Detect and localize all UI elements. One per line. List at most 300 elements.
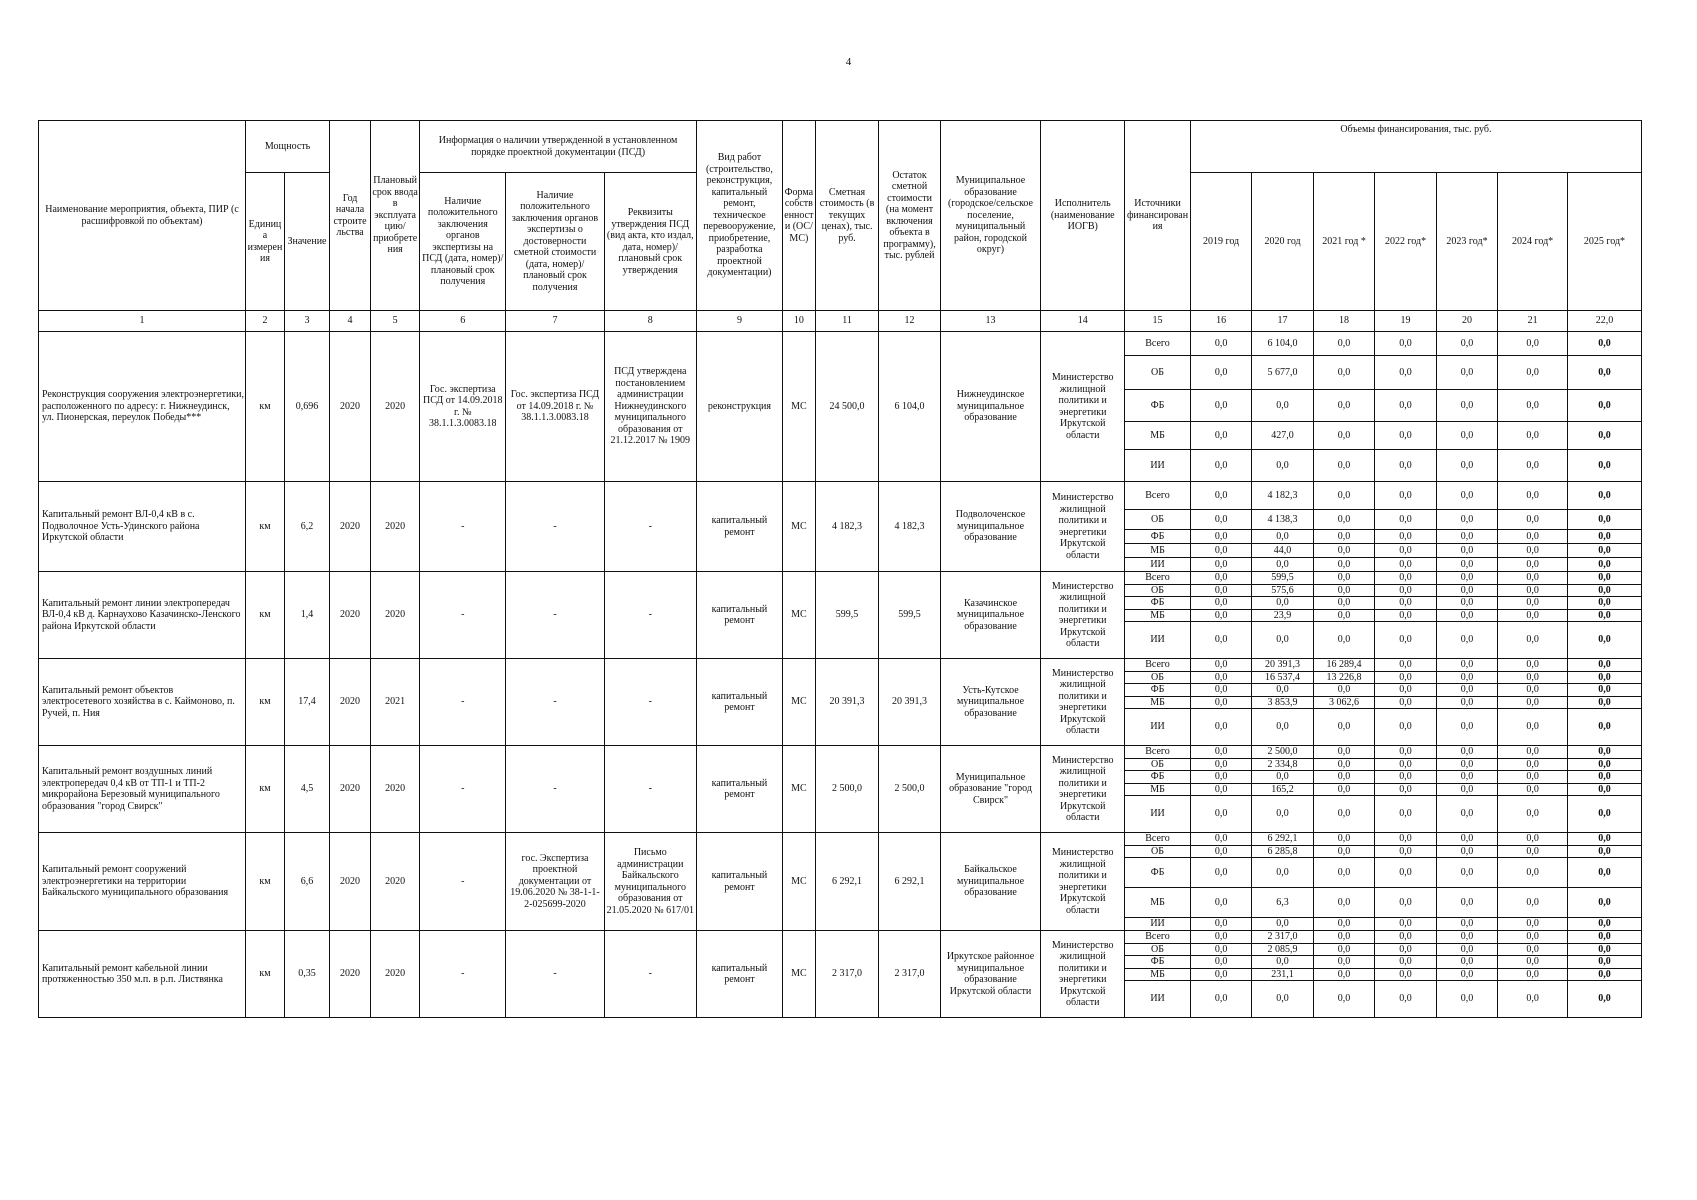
estimated-cost: 24 500,0 (815, 332, 879, 482)
funding-value: 0,0 (1252, 918, 1313, 931)
funding-value: 0,0 (1436, 584, 1497, 597)
funding-value: 0,0 (1375, 981, 1436, 1018)
funding-value: 0,0 (1375, 609, 1436, 622)
col-number: 16 (1190, 311, 1251, 332)
remaining-cost: 2 317,0 (879, 931, 940, 1018)
work-type: капитальный ремонт (696, 482, 782, 572)
funding-value: 0,0 (1190, 482, 1251, 510)
funding-value: 0,0 (1190, 746, 1251, 759)
funding-value: 0,0 (1567, 422, 1641, 450)
power-value: 1,4 (284, 572, 329, 659)
funding-value: 0,0 (1436, 845, 1497, 858)
power-unit: км (246, 746, 285, 833)
funding-value: 0,0 (1567, 696, 1641, 709)
funding-value: 0,0 (1436, 622, 1497, 659)
funding-source: ФБ (1125, 858, 1191, 888)
work-type: реконструкция (696, 332, 782, 482)
funding-value: 0,0 (1498, 609, 1568, 622)
funding-value: 0,0 (1190, 888, 1251, 918)
funding-value: 0,0 (1498, 888, 1568, 918)
col-number: 12 (879, 311, 940, 332)
row-name: Капитальный ремонт кабельной линии протяженностью 350 м.п. в р.п. Листвянка (39, 931, 246, 1018)
funding-value: 0,0 (1567, 783, 1641, 796)
funding-value: 0,0 (1498, 684, 1568, 697)
psd-cost-expert: - (506, 931, 604, 1018)
funding-value: 44,0 (1252, 544, 1313, 558)
funding-value: 0,0 (1313, 510, 1374, 530)
executor: Министерство жилищной политики и энергетики Иркутской области (1041, 572, 1125, 659)
psd-cost-header: Наличие положительного заключения органов экспертизы о достоверности сметной стоимости (дата, номер)/плановый срок получения (506, 173, 604, 311)
funding-value: 0,0 (1313, 796, 1374, 833)
year-header: 2021 год * (1313, 173, 1374, 311)
power-value: 6,6 (284, 833, 329, 931)
funding-value: 0,0 (1498, 833, 1568, 846)
psd-requisites: - (604, 482, 696, 572)
funding-value: 0,0 (1436, 758, 1497, 771)
funding-value: 0,0 (1190, 572, 1251, 585)
year-header: 2025 год* (1567, 173, 1641, 311)
funding-value: 0,0 (1498, 918, 1568, 931)
funding-value: 0,0 (1252, 390, 1313, 422)
funding-source: Всего (1125, 833, 1191, 846)
funding-value: 0,0 (1436, 796, 1497, 833)
funding-value: 0,0 (1375, 584, 1436, 597)
funding-value: 0,0 (1375, 510, 1436, 530)
funding-value: 0,0 (1498, 572, 1568, 585)
funding-source: ФБ (1125, 390, 1191, 422)
funding-value: 0,0 (1375, 671, 1436, 684)
funding-value: 0,0 (1313, 968, 1374, 981)
funding-source: ОБ (1125, 758, 1191, 771)
funding-value: 0,0 (1498, 968, 1568, 981)
power-value: 4,5 (284, 746, 329, 833)
ownership: МС (782, 659, 815, 746)
funding-value: 0,0 (1567, 356, 1641, 390)
funding-value: 0,0 (1252, 450, 1313, 482)
funding-value: 0,0 (1375, 845, 1436, 858)
funding-value: 0,0 (1567, 968, 1641, 981)
funding-source: ОБ (1125, 356, 1191, 390)
funding-value: 0,0 (1498, 584, 1568, 597)
psd-cost-expert: - (506, 746, 604, 833)
funding-value: 0,0 (1375, 796, 1436, 833)
funding-source: ФБ (1125, 597, 1191, 610)
funding-source: Всего (1125, 746, 1191, 759)
funding-source: ИИ (1125, 558, 1191, 572)
funding-value: 0,0 (1498, 422, 1568, 450)
funding-value: 0,0 (1190, 796, 1251, 833)
col-number: 10 (782, 311, 815, 332)
year-header: 2020 год (1252, 173, 1313, 311)
funding-value: 0,0 (1313, 544, 1374, 558)
funding-value: 0,0 (1567, 390, 1641, 422)
municipality: Усть-Кутское муниципальное образование (940, 659, 1040, 746)
funding-source: ИИ (1125, 918, 1191, 931)
funding-value: 0,0 (1498, 758, 1568, 771)
funding-value: 0,0 (1375, 332, 1436, 356)
funding-value: 0,0 (1436, 771, 1497, 784)
funding-value: 0,0 (1190, 684, 1251, 697)
funding-source: ФБ (1125, 684, 1191, 697)
funding-value: 0,0 (1190, 931, 1251, 944)
funding-value: 2 334,8 (1252, 758, 1313, 771)
funding-value: 0,0 (1313, 709, 1374, 746)
funding-value: 0,0 (1436, 833, 1497, 846)
psd-group-header: Информация о наличии утвержденной в установленном порядке проектной документации (ПСД) (420, 121, 697, 173)
power-value: 17,4 (284, 659, 329, 746)
funding-value: 0,0 (1436, 510, 1497, 530)
funding-value: 0,0 (1375, 858, 1436, 888)
funding-value: 0,0 (1498, 622, 1568, 659)
funding-value: 0,0 (1313, 450, 1374, 482)
funding-value: 0,0 (1436, 530, 1497, 544)
table-row (39, 332, 1642, 356)
ownership: МС (782, 482, 815, 572)
funding-value: 0,0 (1190, 709, 1251, 746)
funding-value: 0,0 (1436, 918, 1497, 931)
remaining-cost: 599,5 (879, 572, 940, 659)
col-number: 15 (1125, 311, 1191, 332)
municipality: Иркутское районное муниципальное образование Иркутской области (940, 931, 1040, 1018)
funding-value: 0,0 (1375, 572, 1436, 585)
funding-value: 0,0 (1375, 771, 1436, 784)
psd-requisites: - (604, 659, 696, 746)
psd-requisites: - (604, 746, 696, 833)
funding-value: 0,0 (1498, 530, 1568, 544)
funding-value: 2 085,9 (1252, 943, 1313, 956)
funding-value: 0,0 (1313, 758, 1374, 771)
funding-value: 0,0 (1375, 758, 1436, 771)
funding-value: 0,0 (1567, 510, 1641, 530)
funding-value: 599,5 (1252, 572, 1313, 585)
funding-value: 0,0 (1190, 584, 1251, 597)
funding-value: 0,0 (1313, 931, 1374, 944)
plan-date-header: Плановый срок ввода в эксплуатацию/приобретения (371, 121, 420, 311)
power-unit: км (246, 931, 285, 1018)
funding-value: 0,0 (1190, 544, 1251, 558)
row-name: Капитальный ремонт объектов электросетевого хозяйства в с. Каймоново, п. Ручей, п. Ния (39, 659, 246, 746)
funding-value: 0,0 (1252, 796, 1313, 833)
funding-value: 0,0 (1567, 943, 1641, 956)
funding-value: 0,0 (1313, 833, 1374, 846)
funding-value: 0,0 (1190, 332, 1251, 356)
funding-value: 0,0 (1375, 622, 1436, 659)
funding-source: МБ (1125, 609, 1191, 622)
funding-value: 0,0 (1498, 943, 1568, 956)
table-row (39, 746, 1642, 759)
table-row (39, 833, 1642, 846)
psd-expert: - (420, 746, 506, 833)
funding-value: 0,0 (1498, 783, 1568, 796)
remaining-cost: 2 500,0 (879, 746, 940, 833)
funding-value: 0,0 (1252, 622, 1313, 659)
funding-value: 0,0 (1375, 888, 1436, 918)
col-number: 1 (39, 311, 246, 332)
funding-source: Всего (1125, 482, 1191, 510)
funding-value: 0,0 (1190, 609, 1251, 622)
remaining-cost: 4 182,3 (879, 482, 940, 572)
power-unit: км (246, 833, 285, 931)
row-name: Капитальный ремонт линии электропередач ВЛ-0,4 кВ д. Карнаухово Казачинско-Ленского района Иркутской области (39, 572, 246, 659)
psd-expert-header: Наличие положительного заключения органов экспертизы на ПСД (дата, номер)/плановый срок получения (420, 173, 506, 311)
funding-value: 0,0 (1190, 833, 1251, 846)
funding-value: 0,0 (1190, 422, 1251, 450)
funding-value: 0,0 (1375, 356, 1436, 390)
ownership: МС (782, 572, 815, 659)
funding-source: ОБ (1125, 943, 1191, 956)
col-number: 8 (604, 311, 696, 332)
funding-source: Всего (1125, 931, 1191, 944)
funding-value: 0,0 (1190, 597, 1251, 610)
executor: Министерство жилищной политики и энергетики Иркутской области (1041, 931, 1125, 1018)
funding-value: 0,0 (1252, 558, 1313, 572)
psd-expert: - (420, 659, 506, 746)
funding-value: 0,0 (1436, 422, 1497, 450)
municipality: Казачинское муниципальное образование (940, 572, 1040, 659)
funding-value: 0,0 (1313, 981, 1374, 1018)
funding-source: ФБ (1125, 530, 1191, 544)
col-number: 11 (815, 311, 879, 332)
funding-value: 2 500,0 (1252, 746, 1313, 759)
funding-value: 0,0 (1567, 332, 1641, 356)
remaining-cost: 6 292,1 (879, 833, 940, 931)
year-header: 2022 год* (1375, 173, 1436, 311)
funding-value: 0,0 (1498, 390, 1568, 422)
year-header: 2023 год* (1436, 173, 1497, 311)
column-numbers-row (39, 311, 1642, 332)
funding-value: 0,0 (1190, 622, 1251, 659)
funding-value: 0,0 (1436, 659, 1497, 672)
funding-source: ИИ (1125, 450, 1191, 482)
funding-source: МБ (1125, 783, 1191, 796)
start-year: 2020 (330, 572, 371, 659)
funding-value: 0,0 (1436, 356, 1497, 390)
psd-cost-expert: Гос. экспертиза ПСД от 14.09.2018 г. № 38.1.1.3.0083.18 (506, 332, 604, 482)
plan-date: 2020 (371, 572, 420, 659)
row-name: Реконструкция сооружения электроэнергетики, расположенного по адресу: г. Нижнеудинск, ул. Пионерская, переулок Победы*** (39, 332, 246, 482)
power-value-header: Значение (284, 173, 329, 311)
funding-value: 0,0 (1436, 746, 1497, 759)
funding-value: 0,0 (1436, 572, 1497, 585)
psd-requisites: ПСД утверждена постановлением администрации Нижнеудинского муниципального образования от 21.12.2017 № 1909 (604, 332, 696, 482)
work-type: капитальный ремонт (696, 746, 782, 833)
funding-value: 0,0 (1190, 356, 1251, 390)
funding-value: 0,0 (1436, 544, 1497, 558)
ownership: МС (782, 332, 815, 482)
funding-value: 0,0 (1567, 709, 1641, 746)
funding-value: 0,0 (1498, 796, 1568, 833)
funding-value: 0,0 (1567, 956, 1641, 969)
funding-value: 0,0 (1436, 888, 1497, 918)
table-row (39, 659, 1642, 672)
funding-value: 20 391,3 (1252, 659, 1313, 672)
estimated-cost: 599,5 (815, 572, 879, 659)
funding-source: Всего (1125, 332, 1191, 356)
work-type-header: Вид работ (строительство, реконструкция, капитальный ремонт, техническое перевооружение, приобретение, разработка проектной документации) (696, 121, 782, 311)
psd-expert: - (420, 833, 506, 931)
funding-value: 0,0 (1190, 858, 1251, 888)
funding-value: 0,0 (1190, 956, 1251, 969)
col-number: 18 (1313, 311, 1374, 332)
funding-value: 0,0 (1567, 671, 1641, 684)
funding-value: 0,0 (1436, 968, 1497, 981)
funding-value: 0,0 (1252, 684, 1313, 697)
funding-value: 0,0 (1313, 609, 1374, 622)
funding-value: 0,0 (1436, 931, 1497, 944)
power-unit: км (246, 332, 285, 482)
col-number: 4 (330, 311, 371, 332)
funding-value: 0,0 (1375, 530, 1436, 544)
funding-value: 0,0 (1498, 510, 1568, 530)
funding-value: 0,0 (1567, 833, 1641, 846)
funding-value: 0,0 (1375, 544, 1436, 558)
funding-value: 0,0 (1567, 918, 1641, 931)
funding-value: 0,0 (1190, 981, 1251, 1018)
funding-value: 0,0 (1567, 746, 1641, 759)
financing-table (38, 120, 1642, 1018)
estimated-cost: 20 391,3 (815, 659, 879, 746)
power-unit: км (246, 659, 285, 746)
funding-value: 0,0 (1567, 609, 1641, 622)
funding-value: 0,0 (1498, 659, 1568, 672)
funding-value: 0,0 (1190, 696, 1251, 709)
funding-value: 0,0 (1190, 845, 1251, 858)
funding-value: 0,0 (1313, 771, 1374, 784)
estimated-cost: 4 182,3 (815, 482, 879, 572)
start-year: 2020 (330, 833, 371, 931)
funding-value: 0,0 (1498, 450, 1568, 482)
year-header: 2024 год* (1498, 173, 1568, 311)
psd-req-header: Реквизиты утверждения ПСД (вид акта, кто издал, дата, номер)/плановый срок утверждения (604, 173, 696, 311)
funding-source: ИИ (1125, 709, 1191, 746)
funding-value: 2 317,0 (1252, 931, 1313, 944)
funding-source: ОБ (1125, 510, 1191, 530)
table-row (39, 931, 1642, 944)
funding-value: 0,0 (1313, 746, 1374, 759)
funding-source: МБ (1125, 968, 1191, 981)
funding-value: 0,0 (1436, 450, 1497, 482)
remaining-cost: 6 104,0 (879, 332, 940, 482)
funding-source: ФБ (1125, 956, 1191, 969)
funding-value: 0,0 (1567, 530, 1641, 544)
col-name-header: Наименование мероприятия, объекта, ПИР (с расшифровкой по объектам) (39, 121, 246, 311)
funding-value: 3 853,9 (1252, 696, 1313, 709)
funding-value: 0,0 (1436, 482, 1497, 510)
funding-value: 23,9 (1252, 609, 1313, 622)
col-number: 20 (1436, 311, 1497, 332)
funding-value: 165,2 (1252, 783, 1313, 796)
funding-value: 0,0 (1498, 356, 1568, 390)
funding-value: 0,0 (1498, 981, 1568, 1018)
funding-value: 0,0 (1567, 544, 1641, 558)
funding-value: 0,0 (1498, 671, 1568, 684)
funding-value: 0,0 (1498, 709, 1568, 746)
psd-requisites: Письмо администрации Байкальского муниципального образования от 21.05.2020 № 617/01 (604, 833, 696, 931)
funding-value: 0,0 (1436, 390, 1497, 422)
funding-value: 0,0 (1498, 696, 1568, 709)
funding-value: 0,0 (1190, 968, 1251, 981)
funding-value: 0,0 (1313, 597, 1374, 610)
psd-cost-expert: - (506, 659, 604, 746)
funding-value: 0,0 (1375, 482, 1436, 510)
col-number: 9 (696, 311, 782, 332)
funding-value: 0,0 (1567, 758, 1641, 771)
funding-value: 427,0 (1252, 422, 1313, 450)
funding-value: 0,0 (1567, 659, 1641, 672)
funding-value: 0,0 (1375, 709, 1436, 746)
funding-value: 0,0 (1436, 671, 1497, 684)
year-header: 2019 год (1190, 173, 1251, 311)
power-value: 6,2 (284, 482, 329, 572)
municipality: Байкальское муниципальное образование (940, 833, 1040, 931)
municipality: Подволоченское муниципальное образование (940, 482, 1040, 572)
funding-value: 0,0 (1498, 931, 1568, 944)
psd-expert: - (420, 931, 506, 1018)
funding-value: 0,0 (1498, 858, 1568, 888)
funding-source: ИИ (1125, 981, 1191, 1018)
funding-value: 3 062,6 (1313, 696, 1374, 709)
start-year: 2020 (330, 746, 371, 833)
funding-source: ФБ (1125, 771, 1191, 784)
col-number: 22,0 (1567, 311, 1641, 332)
funding-value: 0,0 (1436, 783, 1497, 796)
plan-date: 2021 (371, 659, 420, 746)
table-row (39, 482, 1642, 510)
start-year: 2020 (330, 482, 371, 572)
psd-cost-expert: гос. Экспертиза проектной документации от 19.06.2020 № 38-1-1-2-025699-2020 (506, 833, 604, 931)
funding-value: 0,0 (1498, 746, 1568, 759)
funding-value: 0,0 (1567, 622, 1641, 659)
funding-value: 0,0 (1313, 332, 1374, 356)
funding-value: 0,0 (1190, 659, 1251, 672)
row-name: Капитальный ремонт сооружений электроэнергетики на территории Байкальского муниципального образования (39, 833, 246, 931)
funding-value: 0,0 (1313, 943, 1374, 956)
work-type: капитальный ремонт (696, 931, 782, 1018)
start-year: 2020 (330, 659, 371, 746)
funding-value: 0,0 (1498, 332, 1568, 356)
funding-value: 0,0 (1567, 981, 1641, 1018)
ownership: МС (782, 931, 815, 1018)
funding-source: МБ (1125, 544, 1191, 558)
ownership: МС (782, 746, 815, 833)
funding-value: 0,0 (1313, 684, 1374, 697)
funding-value: 0,0 (1375, 968, 1436, 981)
funding-value: 0,0 (1375, 943, 1436, 956)
municipality: Муниципальное образование "город Свирск" (940, 746, 1040, 833)
psd-requisites: - (604, 572, 696, 659)
funding-source: ИИ (1125, 796, 1191, 833)
table-body (39, 332, 1642, 1018)
funding-value: 0,0 (1567, 572, 1641, 585)
plan-date: 2020 (371, 332, 420, 482)
funding-value: 0,0 (1567, 845, 1641, 858)
funding-value: 0,0 (1375, 746, 1436, 759)
funding-source: ОБ (1125, 671, 1191, 684)
funding-value: 16 289,4 (1313, 659, 1374, 672)
start-year: 2020 (330, 332, 371, 482)
plan-date: 2020 (371, 833, 420, 931)
funding-value: 0,0 (1567, 771, 1641, 784)
funding-value: 0,0 (1567, 584, 1641, 597)
funding-source: МБ (1125, 696, 1191, 709)
funding-value: 0,0 (1567, 931, 1641, 944)
funding-value: 0,0 (1190, 450, 1251, 482)
funding-value: 0,0 (1375, 597, 1436, 610)
funding-value: 0,0 (1313, 356, 1374, 390)
funding-source: МБ (1125, 888, 1191, 918)
funding-value: 0,0 (1375, 931, 1436, 944)
col-number: 6 (420, 311, 506, 332)
